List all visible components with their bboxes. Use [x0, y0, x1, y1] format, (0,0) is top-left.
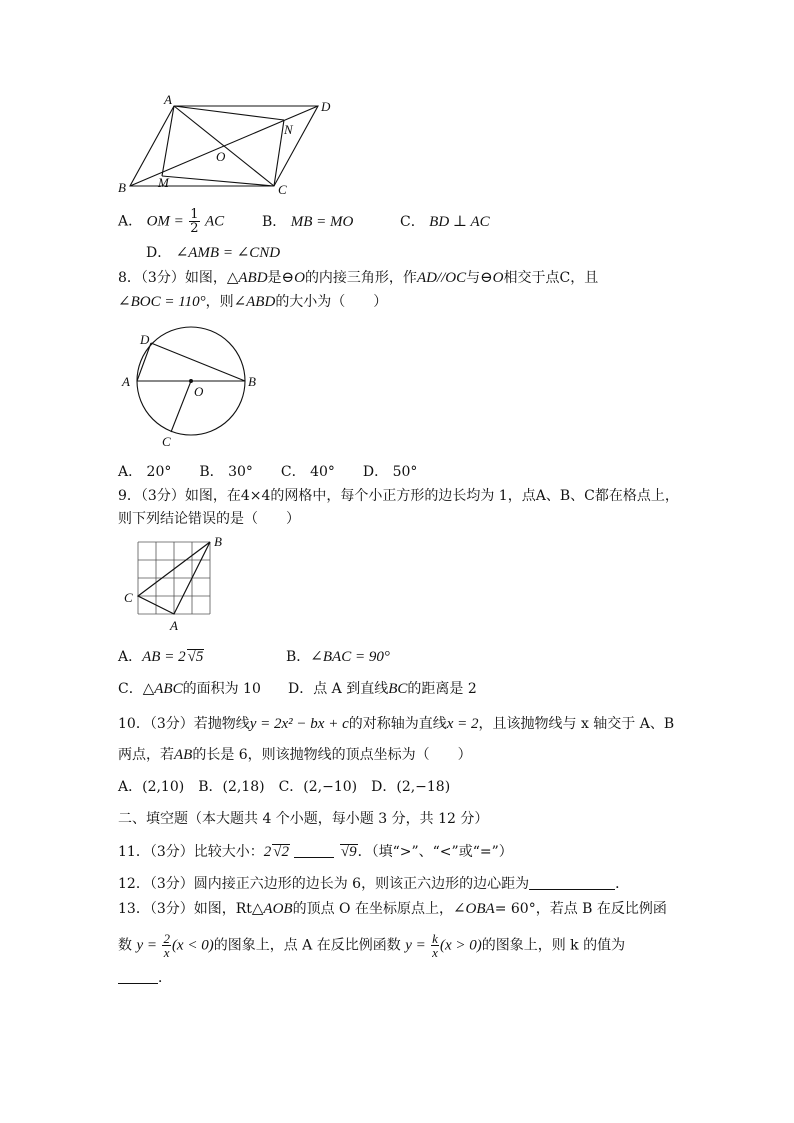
grid-figure	[118, 534, 238, 634]
circle-figure	[118, 326, 268, 454]
center-dot	[189, 379, 193, 383]
q13-line-2: 数 y = $\frac{2}{x}$ (x < 0)的图象上，点 A 在反比例函数 y = $\frac{k}{x}$ (x > 0)的图象上，则 k 的值为	[118, 931, 626, 960]
segment-oc	[171, 381, 191, 432]
label-d: D	[321, 99, 331, 114]
q9-line-1: 9．（3分）如图，在4×4的网格中，每个小正方形的边长均为 1，点A、B、C都在格点上，	[118, 488, 679, 504]
label-d: D	[140, 332, 150, 347]
sqrt: √5	[187, 649, 204, 665]
q9-option-d: D．点 A 到直线BC的距离是 2	[288, 681, 477, 697]
q7-option-a	[118, 208, 224, 235]
segment-an	[174, 106, 284, 120]
answer-blank[interactable]	[118, 969, 158, 984]
label-b: B	[214, 534, 222, 549]
label-a: A	[170, 618, 178, 633]
label-c: C	[124, 590, 133, 605]
label-o: O	[194, 384, 204, 399]
q10-line-1: 10．（3分）若抛物线y = 2x² − bx + c的对称轴为直线x = 2，且该抛物线与 x 轴交于 A、B	[118, 716, 675, 732]
q10-line-2: 两点，若AB的长是 6，则该抛物线的顶点坐标为（ ）	[118, 747, 472, 763]
label-a: A	[164, 92, 172, 107]
label-m: M	[158, 175, 169, 190]
q9-option-c: C．△ABC的面积为 10	[118, 681, 261, 697]
q8-options: A． 20° B． 30° C． 40° D． 50°	[118, 464, 418, 480]
label-o: O	[216, 149, 226, 164]
option-prefix: C．	[400, 214, 425, 230]
option-prefix: A．	[118, 213, 143, 230]
sqrt: √9	[340, 844, 357, 860]
fraction: $\frac{k}{x}$	[432, 931, 438, 960]
q7-option-c	[400, 212, 490, 232]
diagonal-bd	[130, 106, 318, 186]
option-prefix: B．	[262, 214, 287, 230]
answer-blank[interactable]	[529, 875, 615, 890]
segment-mc	[162, 176, 274, 186]
label-b: B	[118, 180, 126, 195]
math: AC	[204, 213, 225, 230]
section-heading: 二、填空题（本大题共 4 个小题，每小题 3 分，共 12 分）	[118, 811, 489, 827]
fraction: $\frac{2}{x}$	[163, 931, 170, 960]
label-b: B	[248, 374, 256, 389]
parallelogram-figure	[112, 92, 342, 202]
q8-line-1: 8．（3分）如图，△ABD是⊖O的内接三角形，作AD//OC与⊖O相交于点C，且	[118, 270, 599, 286]
label-a: A	[122, 374, 130, 389]
q9-line-2: 则下列结论错误的是（ ）	[118, 511, 300, 527]
q7-option-d	[146, 243, 280, 263]
math: ∠AMB = ∠CND	[175, 245, 281, 261]
math: OM =	[146, 213, 184, 230]
fraction: $\frac{1}{2}$	[190, 207, 199, 236]
q9-option-a: A．AB = 2 √5	[118, 649, 204, 665]
q13-line-3: ．	[118, 968, 172, 988]
label-c: C	[162, 434, 171, 449]
label-n: N	[284, 122, 293, 137]
q7-option-b	[262, 212, 353, 232]
math: BD ⊥ AC	[429, 214, 490, 230]
q9-option-b: B．∠BAC = 90°	[286, 649, 390, 665]
math: MB = MO	[290, 214, 354, 230]
q13-line-1: 13．（3分）如图，Rt△AOB的顶点 O 在坐标原点上，∠OBA= 60°，若点 B 在反比例函	[118, 901, 667, 917]
q11-line: 11．（3分）比较大小：2 √2 √9．（填“>”、“<”或“=”）	[118, 844, 513, 860]
q12-line: 12．（3分）圆内接正六边形的边长为 6，则该正六边形的边心距为 ．	[118, 876, 630, 892]
q8-line-2: ∠BOC = 110°，则∠ABD的大小为（ ）	[118, 294, 388, 310]
segment-ad	[137, 343, 151, 381]
segment-db	[151, 343, 245, 381]
q10-options: A．(2,10) B．(2,18) C．(2,−10) D．(2,−18)	[118, 779, 451, 795]
sqrt: √2	[273, 844, 289, 860]
answer-blank[interactable]	[294, 843, 334, 858]
option-prefix: D．	[146, 245, 172, 261]
label-c: C	[278, 182, 287, 197]
